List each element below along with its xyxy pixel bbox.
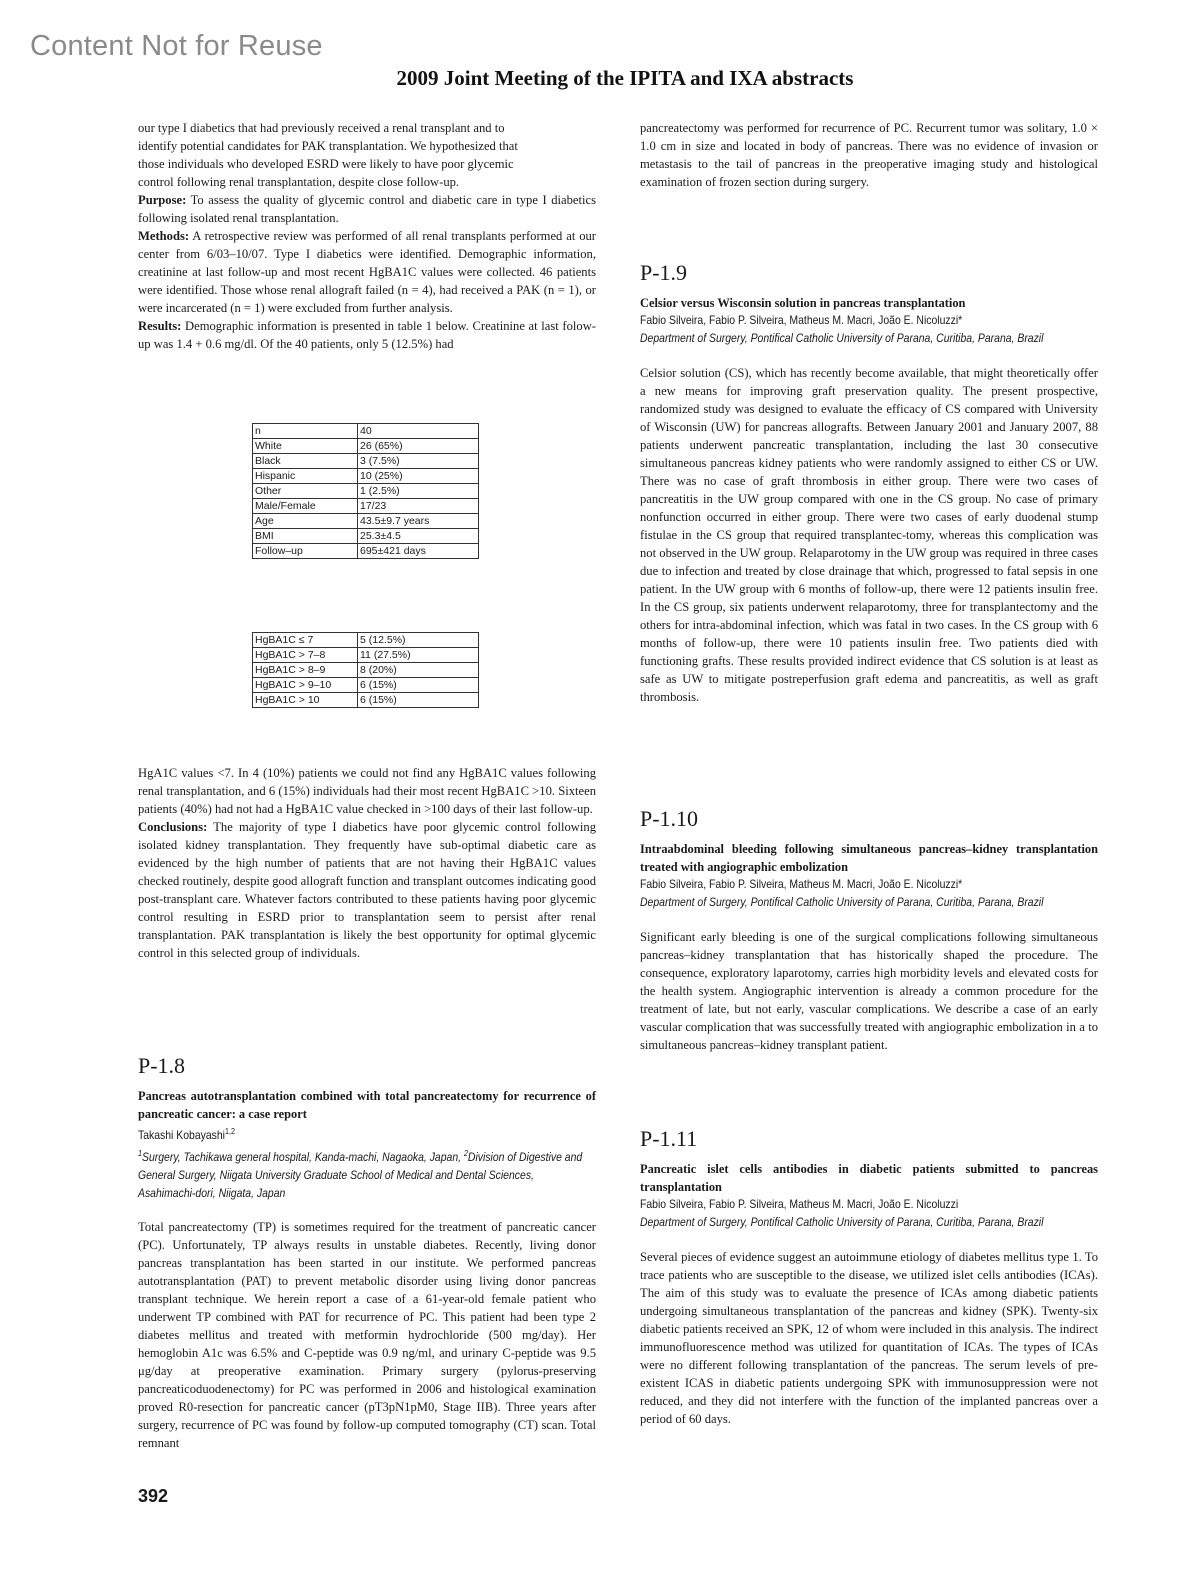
results-continued: HgA1C values <7. In 4 (10%) patients we could not find any HgBA1C values following renal transplantation, and 6 (15%) individuals had their most recent HgBA1C >10. Sixteen patients (40%) had not had a HgBA1C value checked in >100 days of their last follow-up. xyxy=(138,766,596,816)
abstract-affiliation: Department of Surgery, Pontifical Catholic University of Parana, Curitiba, Parana, Brazil xyxy=(640,1216,1044,1229)
table-row: HgBA1C ≤ 7 5 (12.5%) xyxy=(253,633,479,648)
results-paragraph: Results: Demographic information is presented in table 1 below. Creatinine at last folow-up was 1.4 + 0.6 mg/dl. Of the 40 patients, only 5 (12.5%) had xyxy=(138,319,596,351)
results-label: Results: xyxy=(138,319,182,333)
conclusions-paragraph: Conclusions: The majority of type I diabetics have poor glycemic control following isolated kidney transplantation. They frequently have sub-optimal diabetic care as evidenced by the high number of patients that are not having their HgBA1C values checked routinely, despite good allograft function and transplant outcomes indicating good post-transplant care. Whatever factors contributed to these patients having poor glycemic control resulting in ESRD prior to transplantation seem to persist after renal transplantation. PAK transplantation is likely the best opportunity for optimal glycemic control in this selected group of individuals. xyxy=(138,820,596,960)
table-row: BMI 25.3±4.5 xyxy=(253,529,479,544)
table-row: HgBA1C > 10 6 (15%) xyxy=(253,693,479,708)
abstract-title: Pancreatic islet cells antibodies in diabetic patients submitted to pancreas transplantation xyxy=(640,1162,1098,1194)
abstract-p1-11 xyxy=(640,1126,1098,1428)
abstract-authors: Fabio Silveira, Fabio P. Silveira, Matheus M. Macri, João E. Nicoluzzi xyxy=(640,1198,959,1211)
table-row: Black 3 (7.5%) xyxy=(253,454,479,469)
methods-paragraph: Methods: A retrospective review was performed of all renal transplants performed at our center from 6/03–10/07. Type I diabetics were identified. Demographic information, creatinine at last follow-up and most recent HgBA1C values were collected. 46 patients were identified. Those whose renal allograft failed (n = 4), had received a PAK (n = 1), or were incarcerated (n = 1) were excluded from further analysis. xyxy=(138,229,596,315)
table-row: Age 43.5±9.7 years xyxy=(253,514,479,529)
intro-text: our type I diabetics that had previously received a renal transplant and to identify potential candidates for PAK transplantation. We hypothesized that those individuals who developed ESRD were likely to have poor glycemic control following renal transplantation, despite close follow-up. xyxy=(138,121,518,189)
right-column-top xyxy=(640,119,1098,191)
page-number: 392 xyxy=(138,1486,169,1506)
abstract-p1-10 xyxy=(640,806,1098,1054)
abstract-body: Celsior solution (CS), which has recently become available, that might theoretically offer a new means for improving graft preservation quality. The present prospective, randomized study was designed to evaluate the efficacy of CS compared with University of Wisconsin (UW) for pancreas allografts. Between January 2001 and January 2007, 88 patients underwent pancreatic transplantation, including the last 30 consecutive simultaneous pancreas kidney patients who were randomly assigned to either CS or UW. There was no case of graft thrombosis in either group. There were two cases of pancreatitis in the UW group compared with one in the CS group. No case of primary nonfunction occurred in either group. There were two cases of early duodenal stump fistulae in the CS group that required transplantec-tomy, whereas this complication was not observed in the UW group. Relaparotomy in the UW group was required in three cases due to infection and treated by close drainage that which, progressed to fatal sepsis in one patient. In the UW group with 6 months of follow-up, there were 12 patients insulin free. In the CS group, six patients underwent relaparotomy, three for transplantectomy and the others for intra-abdominal infection, which was fatal in two cases. In the CS group with 6 months of follow-up, there were 10 patients insulin free. Two patients died with functioning grafts. These results provided indirect evidence that CS solution is at least as safe as UW to mitigate postreperfusion graft edema and pancreatitis, as well as graft thrombosis. xyxy=(640,366,1098,704)
methods-label: Methods: xyxy=(138,229,190,243)
abstract-p1-8 xyxy=(138,1053,596,1452)
abstract-body: Several pieces of evidence suggest an autoimmune etiology of diabetes mellitus type 1. To trace patients who are susceptible to the disease, we utilized islet cells antibodies (ICAs). The aim of this study was to evaluate the presence of ICAs among diabetic patients undergoing simultaneous transplantation of the pancreas and kidney (SPK). Twenty-six diabetic patients received an SPK, 12 of whom were included in this analysis. The indirect immunofluorescence method was utilized for quantitation of ICAs. The types of ICAs were no different following transplantation of the pancreas. The serum levels of pre-existent ICAS in diabetic patients undergoing SPK with immunosuppression were not reduced, and they did not interfere with the function of the implanted pancreas over a period of 60 days. xyxy=(640,1250,1098,1426)
left-column-lower xyxy=(138,764,596,962)
conclusions-label: Conclusions: xyxy=(138,820,208,834)
left-column xyxy=(138,119,596,353)
purpose-label: Purpose: xyxy=(138,193,187,207)
abstract-body: Significant early bleeding is one of the surgical complications following simultaneous pancreas–kidney transplantation that has historically shaped the procedure. The consequence, exploratory laparotomy, carries high morbidity levels and elevated costs for the health system. Angiographic intervention is already a common procedure for the treatment of late, but not early, vascular complications. We describe a case of an early vascular complication that was successfully treated with angiographic embolization in a to simultaneous pancreas–kidney transplant patient. xyxy=(640,930,1098,1052)
running-head: 2009 Joint Meeting of the IPITA and IXA abstracts xyxy=(396,66,854,90)
table-row: Other 1 (2.5%) xyxy=(253,484,479,499)
abstract-authors: Fabio Silveira, Fabio P. Silveira, Matheus M. Macri, João E. Nicoluzzi* xyxy=(640,314,963,327)
table-row: HgBA1C > 7–8 11 (27.5%) xyxy=(253,648,479,663)
abstract-id: P-1.9 xyxy=(640,260,688,285)
hgba1c-table xyxy=(252,632,479,708)
abstract-affiliation: Department of Surgery, Pontifical Catholic University of Parana, Curitiba, Parana, Brazil xyxy=(640,896,1044,909)
table-row: White 26 (65%) xyxy=(253,439,479,454)
p1-8-continued: pancreatectomy was performed for recurrence of PC. Recurrent tumor was solitary, 1.0 × 1.0 cm in size and located in body of pancreas. There was no evidence of invasion or metastasis to the tail of pancreas in the preoperative imaging study and histological examination of frozen section during surgery. xyxy=(640,121,1098,189)
abstract-title: Intraabdominal bleeding following simultaneous pancreas–kidney transplantation treated with angiographic embolization xyxy=(640,842,1098,874)
abstract-authors: Fabio Silveira, Fabio P. Silveira, Matheus M. Macri, João E. Nicoluzzi* xyxy=(640,878,963,891)
abstract-id: P-1.11 xyxy=(640,1126,698,1151)
abstract-title: Pancreas autotransplantation combined with total pancreatectomy for recurrence of pancreatic cancer: a case report xyxy=(138,1089,596,1121)
abstract-authors: Takashi Kobayashi$^{1,2}$ xyxy=(138,1127,236,1142)
abstract-body: Total pancreatectomy (TP) is sometimes required for the treatment of pancreatic cancer (PC). Unfortunately, TP always results in unstable diabetes. Recently, living donor pancreas transplantation has been started in our institute. We performed pancreas autotransplantation (PAT) to prevent metabolic disorder using living donor pancreas transplant technique. We herein report a case of a 61-year-old female patient who underwent TP combined with PAT for recurrence of PC. This patient had been type 2 diabetes mellitus and treated with metformin hydrochloride (500 mg/day). Her hemoglobin A1c was 6.5% and C-peptide was 0.9 ng/ml, and urinary C-peptide was 9.5 μg/day at preoperative examination. Primary surgery (pylorus-preserving pancreaticoduodenectomy) for PC was performed in 2006 and histological examination proved R0-resection for pancreatic cancer (pT3pN1pM0, Stage IIB). Three years after surgery, recurrence of PC was found by follow-up computed tomography (CT) scan. Total remnant xyxy=(138,1219,596,1450)
abstract-id: P-1.10 xyxy=(640,806,699,831)
table-row: Follow–up 695±421 days xyxy=(253,544,479,559)
watermark-text: Content Not for Reuse xyxy=(30,30,323,62)
abstract-affiliation: $^1$Surgery, Tachikawa general hospital, Kanda-machi, Nagaoka, Japan, $^2$Division of Digestive and General Surgery, Niigata University Graduate School of Medical and Dental Sciences, Asahimachi-dori, Niigata, Japan xyxy=(138,1148,583,1200)
table-row: HgBA1C > 9–10 6 (15%) xyxy=(253,678,479,693)
purpose-paragraph: Purpose: To assess the quality of glycemic control and diabetic care in type I diabetics following isolated renal transplantation. xyxy=(138,193,596,225)
abstract-id: P-1.8 xyxy=(138,1053,186,1078)
abstract-affiliation: Department of Surgery, Pontifical Catholic University of Parana, Curitiba, Parana, Brazil xyxy=(640,332,1044,345)
abstract-p1-9 xyxy=(640,260,1098,706)
demographics-table xyxy=(252,423,479,559)
table-row: Male/Female 17/23 xyxy=(253,499,479,514)
abstract-title: Celsior versus Wisconsin solution in pancreas transplantation xyxy=(640,296,966,310)
table-row: Hispanic 10 (25%) xyxy=(253,469,479,484)
table-row: n 40 xyxy=(253,424,479,439)
table-row: HgBA1C > 8–9 8 (20%) xyxy=(253,663,479,678)
